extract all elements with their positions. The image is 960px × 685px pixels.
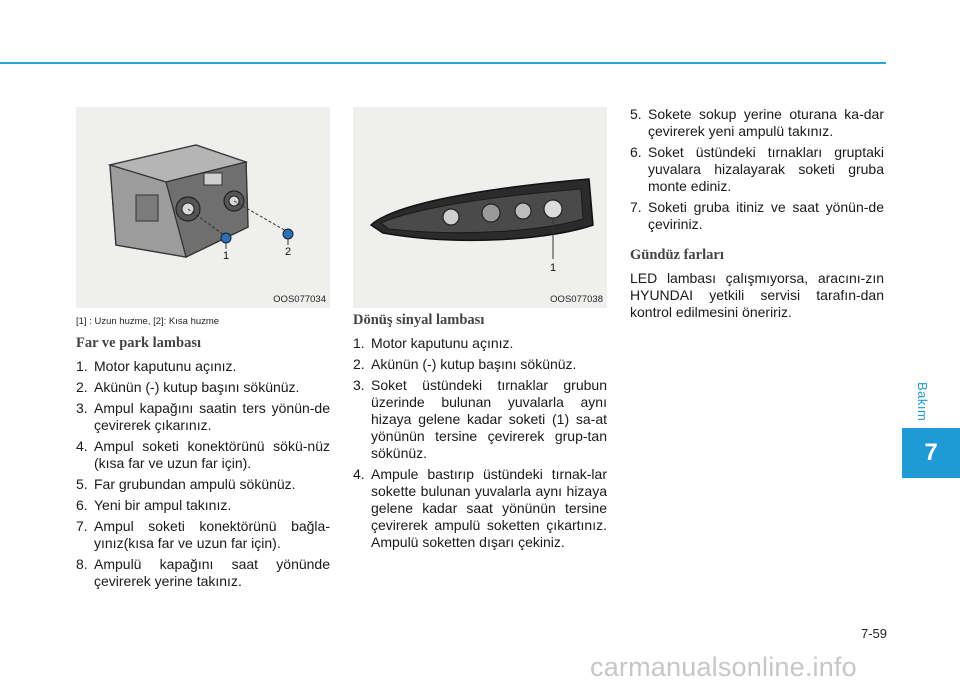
list-item: 4. Ampule bastırıp üstündeki tırnak-lar sokette bulunan yuvalarla aynı hizaya gelene kadar saat yönünün tersine çevirerek ampulü soketten çıkartınız. Ampulü soketten dışarı çekiniz. — [353, 466, 607, 550]
list-item: 2. Akünün (-) kutup başını sökünüz. — [76, 379, 300, 395]
section-title: Gündüz farları — [630, 247, 724, 263]
section-continued — [630, 106, 884, 321]
list-item: 7. Ampul soketi konektörünü bağla-yınız(kısa far ve uzun far için). — [76, 518, 330, 551]
callout-1: 1 — [550, 262, 557, 274]
figure-code: OOS077034 — [273, 294, 326, 305]
section-far-ve-park — [76, 335, 330, 594]
figure-caption: [1] : Uzun huzme, [2]: Kısa huzme — [76, 316, 220, 327]
header-rule — [0, 62, 886, 64]
section-donus-sinyal — [353, 312, 607, 555]
turn-signal-illustration-icon — [353, 107, 607, 308]
steps-list — [76, 358, 330, 590]
list-item: 4. Ampul soketi konektörünü sökü-nüz (kısa far ve uzun far için). — [76, 438, 330, 471]
turn-signal-figure — [353, 107, 607, 308]
list-item: 7. Soketi gruba itiniz ve saat yönün-de çeviriniz. — [630, 199, 884, 232]
steps-list — [630, 106, 884, 233]
section-title: Dönüş sinyal lambası — [353, 312, 485, 328]
section-number-tab: 7 — [902, 428, 960, 478]
list-item: 6. Yeni bir ampul takınız. — [76, 497, 232, 513]
section-title: Far ve park lambası — [76, 335, 201, 351]
figure-code: OOS077038 — [550, 294, 603, 305]
page-number: 7-59 — [860, 626, 887, 641]
headlamp-illustration-icon — [76, 107, 330, 308]
watermark: carmanualsonline.info — [590, 652, 857, 682]
list-item: 6. Soket üstündeki tırnakları gruptaki yuvalara hizalayarak soketi gruba monte ediniz. — [630, 144, 884, 194]
callout-1: 1 — [223, 250, 230, 262]
list-item: 2. Akünün (-) kutup başını sökünüz. — [353, 356, 577, 372]
list-item: 1. Motor kaputunu açınız. — [353, 335, 514, 351]
callout-2: 2 — [285, 246, 292, 258]
section-label: Bakım — [915, 382, 930, 422]
list-item: 1. Motor kaputunu açınız. — [76, 358, 237, 374]
list-item: 3. Soket üstündeki tırnaklar grubun üzerinde bulunan yuvalarla aynı hizaya gelene kadar soketi (1) sa-at yönünün tersine çevirerek grup-tan sökünüz. — [353, 377, 607, 461]
list-item: 3. Ampul kapağını saatin ters yönün-de çevirerek çıkarınız. — [76, 400, 330, 433]
list-item: 8. Ampulü kapağını saat yönünde çevirerek yerine takınız. — [76, 556, 330, 589]
list-item: 5. Sokete sokup yerine oturana ka-dar çevirerek yeni ampulü takınız. — [630, 106, 884, 139]
section-body: LED lambası çalışmıyorsa, aracını-zın HYUNDAI yetkili servisi tarafın-dan kontrol edilmesini öneririz. — [630, 270, 884, 320]
headlamp-figure — [76, 107, 330, 308]
list-item: 5. Far grubundan ampulü sökünüz. — [76, 476, 296, 492]
steps-list — [353, 335, 607, 551]
